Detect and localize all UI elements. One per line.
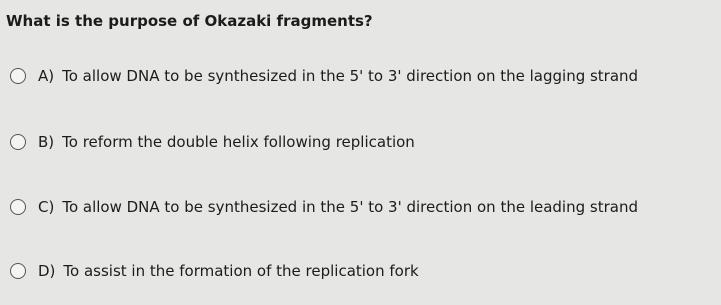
answer-option-a[interactable] bbox=[10, 63, 638, 89]
radio-unselected-icon[interactable] bbox=[10, 134, 26, 150]
option-letter: A) bbox=[38, 67, 55, 85]
radio-unselected-icon[interactable] bbox=[10, 263, 26, 279]
answer-option-c[interactable] bbox=[10, 194, 638, 220]
option-letter: B) bbox=[38, 133, 55, 151]
question-text: What is the purpose of Okazaki fragments? bbox=[6, 12, 373, 30]
option-text: To allow DNA to be synthesized in the 5' to 3' direction on the lagging strand bbox=[62, 67, 639, 85]
option-letter: C) bbox=[38, 198, 55, 216]
option-text: To reform the double helix following replication bbox=[62, 133, 415, 151]
option-letter: D) bbox=[38, 262, 56, 280]
answer-option-d[interactable] bbox=[10, 258, 419, 284]
answer-option-b[interactable] bbox=[10, 129, 415, 155]
option-text: To allow DNA to be synthesized in the 5' to 3' direction on the leading strand bbox=[62, 198, 638, 216]
radio-unselected-icon[interactable] bbox=[10, 199, 26, 215]
radio-unselected-icon[interactable] bbox=[10, 68, 26, 84]
option-text: To assist in the formation of the replication fork bbox=[63, 262, 419, 280]
